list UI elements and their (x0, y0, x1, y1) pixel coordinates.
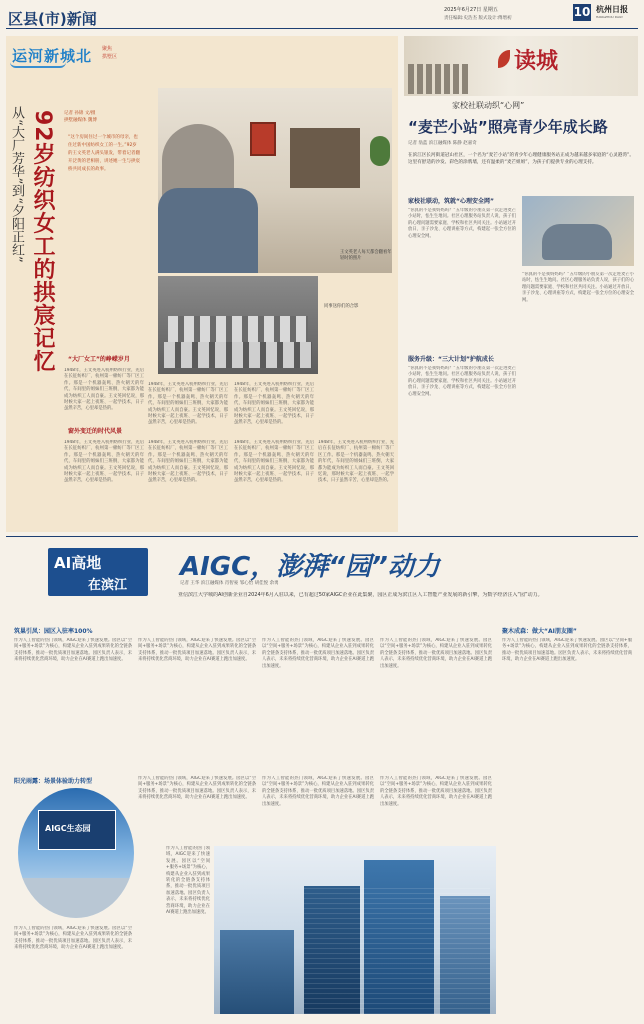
body-col-3: “你真的不是我妈妈吗？”五年级的小朋友第一次走进麦芒小站时，怯生生地问。社区心理服务站负责人说，孩子们的心理问题需要家庭、学校和社区共同关注。小站通过开放日、亲子沙龙、心理讲座等方式，构建起一张全方位的心理安全网。 (408, 366, 516, 397)
subhead-1: “大厂女工”的峥嵘岁月 (68, 356, 130, 363)
kicker: 家校社联动织“心网” (452, 101, 525, 110)
bookshelf (290, 128, 360, 188)
masthead-editor: 责任编辑:史浩杰 版式设计:傅增初 (444, 16, 512, 21)
elder-portrait-photo (158, 88, 392, 273)
intro-text: “这个房间住过一个城市的母亲，也住过新中国纺织女工的一生。”92岁的王文英老人满头银发，带着记者翻开泛黄的老相册，讲述她一生与拱宸桥共同成长的故事。 (68, 135, 140, 172)
masthead-date: 2025年6月27日 星期五 (444, 7, 498, 13)
logo-sub: 拱墅区 (102, 54, 118, 60)
ai-highland-logo (48, 548, 148, 596)
park-sign (38, 810, 116, 850)
kicker: 从“大厂芳华”到“夕阳正红” (9, 106, 24, 263)
park-floor (18, 878, 134, 918)
tower-windows (304, 886, 490, 1014)
byline: 记者 孙锦 文/摄 拱墅融媒体 魏博 (64, 111, 97, 123)
picture-frame (250, 122, 276, 156)
city-silhouette (408, 64, 468, 94)
logo-title: 运河新城北 (12, 47, 93, 65)
photo-caption-2: 同事送你们的合影 (324, 304, 359, 309)
byline: 记者 王华 滨江融媒体 肖智豪 邹心怡 胡佳悦 余勇 (180, 581, 279, 586)
page-number: 10 (573, 5, 591, 19)
sec1-col-1: 作为人工智能的热门领域，AIGC迎来了快速发展。园区以“空间+服务+场景”为核心，构建从企业入驻到成果转化的全链条支持体系，推动一批优质项目加速落地。园区负责人表示，未来将持续优化营商环境，助力企业在AI赛道上跑出加速度。 (14, 638, 132, 663)
paper-name: 杭州日报 (596, 4, 628, 14)
park-sign-text: AIGC生态园 (45, 824, 91, 833)
body-col-3: 1948年，王文英进入杭州纺织行业，先后在长征纺织厂、杭州第一棉纺厂等厂区工作。那是一个机器轰鸣、热火朝天的年代，车间里的姐妹们三班倒，大家都为能成为纺织工人而自豪。王文英回忆说，那时候大家一起上夜班、一起学技术，日子虽然辛苦，心里却是热的。 (234, 382, 314, 426)
sec2-col-1: 作为人工智能的热门领域，AIGC迎来了快速发展。园区以“空间+服务+场景”为核心，构建从企业入驻到成果转化的全链条支持体系，推动一批优质项目加速落地。园区负责人表示，未来将持续优化营商环境，助力企业在AI赛道上跑出加速度。 (14, 926, 132, 951)
station-photo-figures (542, 224, 612, 260)
subhead-1: 家校社联动，筑就“心理安全网” (408, 198, 494, 205)
body-col-4: 1948年，王文英进入杭州纺织行业，先后在长征纺织厂、杭州第一棉纺厂等厂区工作。那是一个机器轰鸣、热火朝天的年代，车间里的姐妹们三班倒，大家都为能成为纺织工人而自豪。王文英回忆说，那时候大家一起上夜班、一起学技术，日子虽然辛苦，心里却是热的。 (64, 440, 144, 484)
read-city-leaf-icon (498, 50, 510, 68)
body-col-1: 1948年，王文英进入杭州纺织行业，先后在长征纺织厂、杭州第一棉纺厂等厂区工作。那是一个机器轰鸣、热火朝天的年代，车间里的姐妹们三班倒，大家都为能成为纺织工人而自豪。王文英回忆说，那时候大家一起上夜班、一起学技术，日子虽然辛苦，心里却是热的。 (64, 368, 144, 412)
sec2-col-2: 作为人工智能的热门领域，AIGC迎来了快速发展。园区以“空间+服务+场景”为核心，构建从企业入驻到成果转化的全链条支持体系，推动一批优质项目加速落地。园区负责人表示，未来将持续优化营商环境，助力企业在AI赛道上跑出加速度。 (138, 776, 256, 801)
sec2-col-4: 作为人工智能的热门领域，AIGC迎来了快速发展。园区以“空间+服务+场景”为核心，构建从企业入驻到成果转化的全链条支持体系，推动一批优质项目加速落地。园区负责人表示，未来将持续优化营商环境，助力企业在AI赛道上跑出加速度。 (380, 776, 492, 807)
sec1-col-4: 作为人工智能的热门领域，AIGC迎来了快速发展。园区以“空间+服务+场景”为核心，构建从企业入驻到成果转化的全链条支持体系，推动一批优质项目加速落地。园区负责人表示，未来将持续优化营商环境，助力企业在AI赛道上跑出加速度。 (380, 638, 492, 669)
paper-pinyin: HANGZHOU DAILY (596, 15, 623, 19)
tower-4 (220, 930, 294, 1014)
story-mai-mang-station (404, 36, 638, 532)
elder-woman-body (158, 188, 258, 273)
sec3-title: 聚木成森：做大“AI朋友圈” (502, 628, 577, 635)
building-photo (214, 846, 496, 1014)
plant (370, 136, 390, 166)
group-photo-row (168, 316, 308, 342)
body-col-1: “你真的不是我妈妈吗？”五年级的小朋友第一次走进麦芒小站时，怯生生地问。社区心理服务站负责人说，孩子们的心理问题需要家庭、学校和社区共同关注。小站通过开放日、亲子沙龙、心理讲座等方式，构建起一张全方位的心理安全网。 (408, 208, 516, 239)
photo-caption-1: 王文英老人每天都会翻看年轻时的照片 (340, 250, 392, 262)
sec2-title: 阳光雨露：场景体验助力转型 (14, 778, 93, 785)
sec1-col-2: 作为人工智能的热门领域，AIGC迎来了快速发展。园区以“空间+服务+场景”为核心，构建从企业入驻到成果转化的全链条支持体系，推动一批优质项目加速落地。园区负责人表示，未来将持续优化营商环境，助力企业在AI赛道上跑出加速度。 (138, 638, 256, 663)
headline: 92岁纺织女工的拱宸记忆 (30, 110, 55, 373)
lead: 亚信滨江大学城的AI创新企业自2024年6月入驻以来，已有超过50家AIGC企业在此集聚，园区正成为滨江区人工智能产业发展的新引擎，为数字经济注入“园”动力。 (178, 592, 543, 598)
group-photo (158, 276, 318, 374)
logo-sub: 在滨江 (88, 578, 128, 593)
read-city-logo: 读城 (514, 48, 559, 74)
body-col-2: 1948年，王文英进入杭州纺织行业，先后在长征纺织厂、杭州第一棉纺厂等厂区工作。那是一个机器轰鸣、热火朝天的年代，车间里的姐妹们三班倒，大家都为能成为纺织工人而自豪。王文英回忆说，那时候大家一起上夜班、一起学技术，日子虽然辛苦，心里却是热的。 (148, 382, 228, 426)
circular-photo (18, 788, 134, 918)
sec3-col: 作为人工智能的热门领域，AIGC迎来了快速发展。园区以“空间+服务+场景”为核心，构建从企业入驻到成果转化的全链条支持体系，推动一批优质项目加速落地。园区负责人表示，未来将持续优化营商环境，助力企业在AI赛道上跑出加速度。 (502, 638, 632, 663)
section-title: 区县(市)新闻 (8, 10, 97, 28)
body-col-7: 1948年，王文英进入杭州纺织行业，先后在长征纺织厂、杭州第一棉纺厂等厂区工作。那是一个机器轰鸣、热火朝天的年代，车间里的姐妹们三班倒，大家都为能成为纺织工人而自豪。王文英回忆说，那时候大家一起上夜班、一起学技术，日子虽然辛苦，心里却是热的。 (318, 440, 394, 484)
story-aigc-park (6, 540, 638, 1020)
byline: 记者 翁蓝 滨江融媒体 陈静 赵嘉奇 (408, 141, 477, 146)
section-divider (6, 536, 638, 537)
masthead (0, 0, 644, 30)
station-photo (522, 196, 634, 266)
read-city-banner (404, 36, 638, 96)
logo-main: AI高地 (54, 554, 102, 572)
body-col-6: 1948年，王文英进入杭州纺织行业，先后在长征纺织厂、杭州第一棉纺厂等厂区工作。那是一个机器轰鸣、热火朝天的年代，车间里的姐妹们三班倒，大家都为能成为纺织工人而自豪。王文英回忆说，那时候大家一起上夜班、一起学技术，日子虽然辛苦，心里却是热的。 (234, 440, 314, 484)
logo-prefix: 聚焦 (102, 46, 113, 52)
lead: 在滨江区长河街道冠山社区，一个名为“麦芒小站”的青少年心理健康服务站正成为越来越多家庭的“心灵港湾”。这里有舒适的沙发、彩色的涂鸦墙，还有温柔的“麦芒姐姐”，为孩子们提供专业的心理支持。 (408, 153, 634, 165)
sec1-title: 筑巢引凤：园区入驻率100% (14, 628, 93, 635)
masthead-divider (6, 28, 638, 29)
body-col-2: “你真的不是我妈妈吗？”五年级的小朋友第一次走进麦芒小站时，怯生生地问。社区心理服务站负责人说，孩子们的心理问题需要家庭、学校和社区共同关注。小站通过开放日、亲子沙龙、心理讲座等方式，构建起一张全方位的心理安全网。 (522, 272, 634, 303)
sec2-col-3: 作为人工智能的热门领域，AIGC迎来了快速发展。园区以“空间+服务+场景”为核心，构建从企业入驻到成果转化的全链条支持体系，推动一批优质项目加速落地。园区负责人表示，未来将持续优化营商环境，助力企业在AI赛道上跑出加速度。 (262, 776, 374, 807)
subhead-2: 服务升级：“三大计划”护航成长 (408, 356, 494, 363)
sec1-col-3: 作为人工智能的热门领域，AIGC迎来了快速发展。园区以“空间+服务+场景”为核心，构建从企业入驻到成果转化的全链条支持体系，推动一批优质项目加速落地。园区负责人表示，未来将持续优化营商环境，助力企业在AI赛道上跑出加速度。 (262, 638, 374, 669)
headline: AIGC，澎湃“园”动力 (180, 552, 440, 582)
body-col-5: 1948年，王文英进入杭州纺织行业，先后在长征纺织厂、杭州第一棉纺厂等厂区工作。那是一个机器轰鸣、热火朝天的年代，车间里的姐妹们三班倒，大家都为能成为纺织工人而自豪。王文英回忆说，那时候大家一起上夜班、一起学技术，日子虽然辛苦，心里却是热的。 (148, 440, 228, 484)
sec2-caption-col: 作为人工智能的热门领域，AIGC迎来了快速发展。园区以“空间+服务+场景”为核心，构建从企业入驻到成果转化的全链条支持体系，推动一批优质项目加速落地。园区负责人表示，未来将持续优化营商环境，助力企业在AI赛道上跑出加速度。 (166, 846, 210, 916)
canal-logo (6, 36, 196, 76)
group-photo-row2 (164, 342, 312, 368)
subhead-2: 窗外变迁的时代风景 (68, 428, 123, 435)
headline: “麦芒小站”照亮青少年成长路 (408, 118, 608, 136)
story-textile-worker (6, 36, 398, 532)
